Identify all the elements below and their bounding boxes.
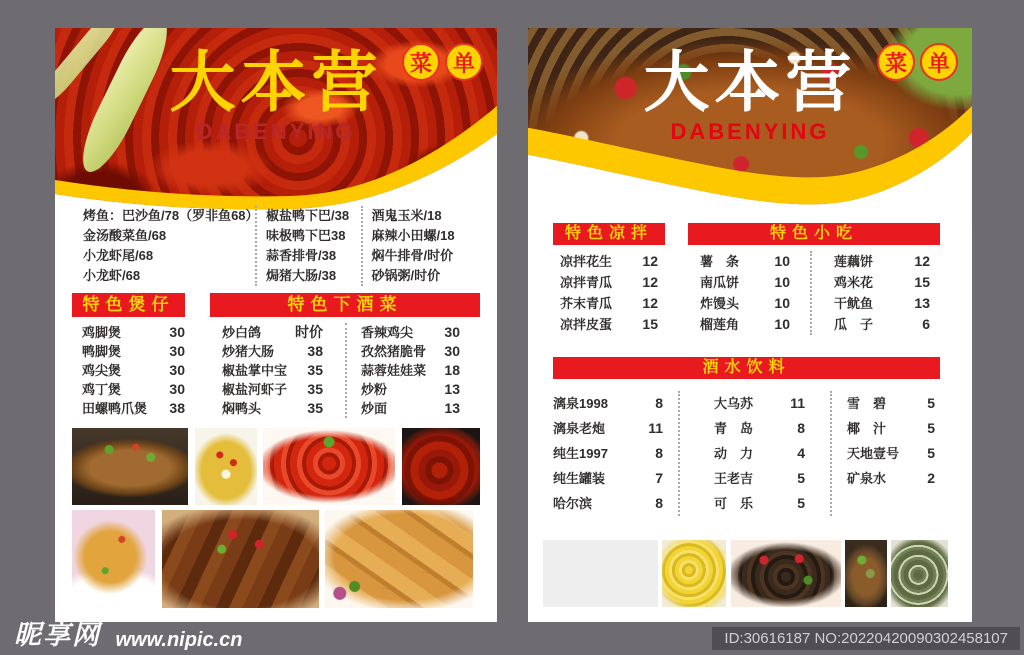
dish-name: 榴莲角	[700, 317, 740, 332]
dish-price: 10	[774, 316, 790, 332]
drink-price: 8	[797, 420, 805, 436]
drinking-dishes-col1	[210, 323, 345, 418]
menu-line: 蒜香排骨/38	[266, 248, 337, 263]
menu-item-row	[553, 441, 663, 466]
menu-item-row	[714, 441, 805, 466]
menu-item-row	[222, 342, 323, 361]
dish-price: 13	[444, 381, 460, 397]
corn-kernels-photo	[662, 540, 726, 607]
badge-cai: 菜	[877, 43, 915, 81]
drink-name: 矿泉水	[847, 471, 887, 486]
photo-row-2	[72, 510, 473, 608]
dish-price: 30	[169, 381, 185, 397]
menu-item-row	[553, 314, 665, 335]
dish-name: 鸭脚煲	[82, 344, 122, 359]
dish-price: 6	[922, 316, 930, 332]
badge-dan: 单	[445, 43, 483, 81]
dish-name: 炸馒头	[700, 296, 740, 311]
drink-price: 5	[927, 445, 935, 461]
dish-name: 香辣鸡尖	[361, 325, 414, 340]
dish-price: 30	[444, 324, 460, 340]
dish-name: 孜然猪脆骨	[361, 344, 427, 359]
menu-item-row	[361, 399, 460, 418]
menu-item-row	[222, 380, 323, 399]
dish-name: 瓜 子	[834, 317, 874, 332]
dish-name: 炒面	[361, 401, 388, 416]
menu-item-row	[714, 466, 805, 491]
dish-name: 椒盐掌中宝	[222, 363, 288, 378]
menu-item-row	[553, 416, 663, 441]
dish-name: 蒜蓉娃娃菜	[361, 363, 427, 378]
drink-name: 大乌苏	[714, 396, 754, 411]
drink-price: 4	[797, 445, 805, 461]
photo-row-1	[72, 428, 480, 505]
drink-name: 椰 汁	[847, 421, 887, 436]
restaurant-subtitle: DABENYING	[196, 119, 356, 145]
drink-name: 动 力	[714, 446, 754, 461]
golden-sour-fish-soup-photo	[195, 428, 257, 505]
dish-name: 鸡脚煲	[82, 325, 122, 340]
menu-line: 砂锅粥/时价	[371, 268, 441, 283]
dish-price: 10	[774, 274, 790, 290]
dish-name: 莲藕饼	[834, 254, 874, 269]
menu-item-row	[700, 251, 790, 272]
claypot-section	[72, 293, 185, 418]
menu-item-row	[222, 399, 323, 418]
menu-line: 烤鱼：巴沙鱼/78（罗非鱼68）	[83, 208, 259, 223]
left-header	[55, 28, 497, 228]
dish-price: 30	[169, 324, 185, 340]
drink-name: 纯生罐装	[553, 471, 606, 486]
cold-dishes-heading: 特色凉拌	[553, 223, 665, 245]
dish-price: 时价	[295, 324, 323, 340]
drinks-heading: 酒水饮料	[553, 357, 940, 379]
dish-name: 炒粉	[361, 382, 388, 397]
drinking-dishes-heading: 特色下酒菜	[210, 293, 480, 317]
drink-name: 王老吉	[714, 471, 754, 486]
photo-strip	[543, 540, 948, 607]
menu-badge	[877, 43, 958, 81]
snacks-col2	[810, 251, 940, 335]
menu-item-row	[553, 293, 665, 314]
drinks-col2	[678, 391, 830, 516]
dish-name: 鸡丁煲	[82, 382, 122, 397]
dish-name: 凉拌青瓜	[560, 275, 613, 290]
menu-item-row	[72, 399, 185, 418]
dish-name: 干鱿鱼	[834, 296, 874, 311]
site-url: www.nipic.cn	[115, 629, 243, 651]
menu-line: 椒盐鸭下巴/38	[266, 208, 350, 223]
dish-name: 椒盐河虾子	[222, 382, 288, 397]
dish-price: 15	[642, 316, 658, 332]
menu-line: 味极鸭下巴38	[266, 228, 346, 243]
snacks-columns	[688, 251, 940, 335]
menu-item-row	[847, 391, 935, 416]
drink-name: 天地壹号	[847, 446, 900, 461]
menu-item-row	[222, 361, 323, 380]
dish-price: 10	[774, 295, 790, 311]
snacks-heading: 特色小吃	[688, 223, 940, 245]
menu-item-row	[700, 314, 790, 335]
drinking-dishes-columns	[210, 323, 480, 418]
restaurant-title: 大本营	[169, 45, 383, 119]
drink-price: 5	[927, 395, 935, 411]
fried-pork-strips-photo	[325, 510, 473, 608]
drink-name: 雪 碧	[847, 396, 887, 411]
menu-line: 小龙虾尾/68	[83, 248, 154, 263]
dish-price: 12	[642, 253, 658, 269]
dish-name: 田螺鸭爪煲	[82, 401, 148, 416]
dish-price: 38	[307, 343, 323, 359]
menu-item-row	[834, 272, 930, 293]
menu-item-row	[714, 491, 805, 516]
drink-price: 5	[797, 470, 805, 486]
dish-price: 35	[307, 381, 323, 397]
menu-item-row	[553, 491, 663, 516]
menu-item-row	[847, 466, 935, 491]
claypot-items	[72, 323, 185, 418]
menu-item-row	[361, 380, 460, 399]
menu-item-row	[222, 323, 323, 342]
braised-pork-photo	[845, 540, 887, 607]
dish-name: 鸡尖煲	[82, 363, 122, 378]
dish-name: 焖鸭头	[222, 401, 262, 416]
dish-price: 30	[169, 362, 185, 378]
right-header	[528, 28, 972, 228]
drink-price: 8	[655, 395, 663, 411]
dish-name: 南瓜饼	[700, 275, 740, 290]
menu-item-row	[553, 272, 665, 293]
dish-price: 13	[444, 400, 460, 416]
snacks-col1	[688, 251, 810, 335]
featured-fish-list	[83, 206, 485, 286]
drink-price: 11	[790, 395, 805, 411]
drink-name: 可 乐	[714, 496, 754, 511]
dish-price: 12	[642, 295, 658, 311]
drinking-dishes-section	[210, 293, 480, 418]
dish-price: 12	[914, 253, 930, 269]
drink-price: 5	[797, 495, 805, 511]
menu-item-row	[834, 314, 930, 335]
drinking-dishes-col2	[345, 323, 480, 418]
menu-line: 小龙虾/68	[83, 268, 141, 283]
drink-price: 2	[927, 470, 935, 486]
grilled-fish-photo	[72, 428, 188, 505]
spicy-fried-crayfish-photo	[263, 428, 395, 505]
menu-line: 金汤酸菜鱼/68	[83, 228, 167, 243]
drink-price: 7	[655, 470, 663, 486]
restaurant-subtitle: DABENYING	[670, 119, 830, 145]
dish-price: 35	[307, 400, 323, 416]
drinks-section	[553, 357, 940, 516]
dish-price: 38	[169, 400, 185, 416]
drinks-col3	[830, 391, 940, 516]
menu-line: 焖牛排骨/时价	[371, 248, 454, 263]
menu-item-row	[72, 361, 185, 380]
menu-item-row	[361, 323, 460, 342]
menu-item-row	[553, 466, 663, 491]
menu-item-row	[847, 441, 935, 466]
spicy-chicken-feet-photo	[72, 510, 155, 608]
menu-badge	[402, 43, 483, 81]
dish-name: 薯 条	[700, 254, 740, 269]
drink-name: 漓泉老炮	[553, 421, 606, 436]
drinks-columns	[553, 391, 940, 516]
dish-name: 鸡米花	[834, 275, 874, 290]
dish-name: 凉拌皮蛋	[560, 317, 613, 332]
menu-item-row	[361, 342, 460, 361]
badge-cai: 菜	[402, 43, 440, 81]
braised-duck-wings-photo	[162, 510, 319, 608]
menu-item-row	[72, 323, 185, 342]
drinks-col1	[553, 391, 678, 516]
drink-price: 8	[655, 495, 663, 511]
drink-price: 8	[655, 445, 663, 461]
dish-price: 13	[914, 295, 930, 311]
dish-price: 12	[642, 274, 658, 290]
herb-soup-photo	[891, 540, 948, 607]
drink-price: 5	[927, 420, 935, 436]
drink-name: 纯生1997	[553, 446, 608, 461]
menu-item-row	[361, 361, 460, 380]
restaurant-title: 大本营	[643, 45, 857, 119]
site-logo: 昵享网	[14, 620, 101, 650]
menu-item-row	[714, 416, 805, 441]
menu-item-row	[847, 416, 935, 441]
menu-item-row	[834, 293, 930, 314]
drink-name: 青 岛	[714, 421, 754, 436]
drink-price: 11	[648, 420, 663, 436]
watermark	[14, 613, 243, 652]
image-id-label: ID:30616187 NO:20220420090302458107	[712, 627, 1020, 650]
dish-price: 30	[444, 343, 460, 359]
menu-item-row	[72, 380, 185, 399]
spicy-snails-photo	[731, 540, 841, 607]
dish-name: 凉拌花生	[560, 254, 613, 269]
claypot-heading: 特色煲仔	[72, 293, 185, 317]
fish-column	[83, 206, 259, 286]
cold-dishes-items	[553, 251, 665, 335]
menu-item-row	[553, 251, 665, 272]
misc-column	[361, 206, 485, 286]
drink-name: 漓泉1998	[553, 396, 608, 411]
menu-item-row	[714, 391, 805, 416]
dish-price: 30	[169, 343, 185, 359]
menu-item-row	[700, 293, 790, 314]
dish-name: 炒白鸽	[222, 325, 262, 340]
dish-price: 10	[774, 253, 790, 269]
menu-item-row	[700, 272, 790, 293]
cold-dishes-section	[553, 223, 665, 335]
menu-item-row	[834, 251, 930, 272]
claypot-chicken-thumb	[543, 540, 658, 607]
dish-price: 15	[914, 274, 930, 290]
menu-item-row	[72, 342, 185, 361]
menu-line: 焗猪大肠/38	[266, 268, 337, 283]
dish-price: 18	[444, 362, 460, 378]
dish-price: 35	[307, 362, 323, 378]
menu-page-right	[528, 28, 972, 622]
menu-line: 酒鬼玉米/18	[371, 208, 442, 223]
menu-page-left	[55, 28, 497, 622]
snacks-section	[688, 223, 940, 335]
crayfish-pot-photo	[402, 428, 480, 505]
menu-line: 麻辣小田螺/18	[371, 228, 455, 243]
duck-column	[255, 206, 361, 286]
menu-item-row	[553, 391, 663, 416]
dish-name: 炒猪大肠	[222, 344, 275, 359]
drink-name: 哈尔滨	[553, 496, 593, 511]
dish-name: 芥末青瓜	[560, 296, 613, 311]
badge-dan: 单	[920, 43, 958, 81]
